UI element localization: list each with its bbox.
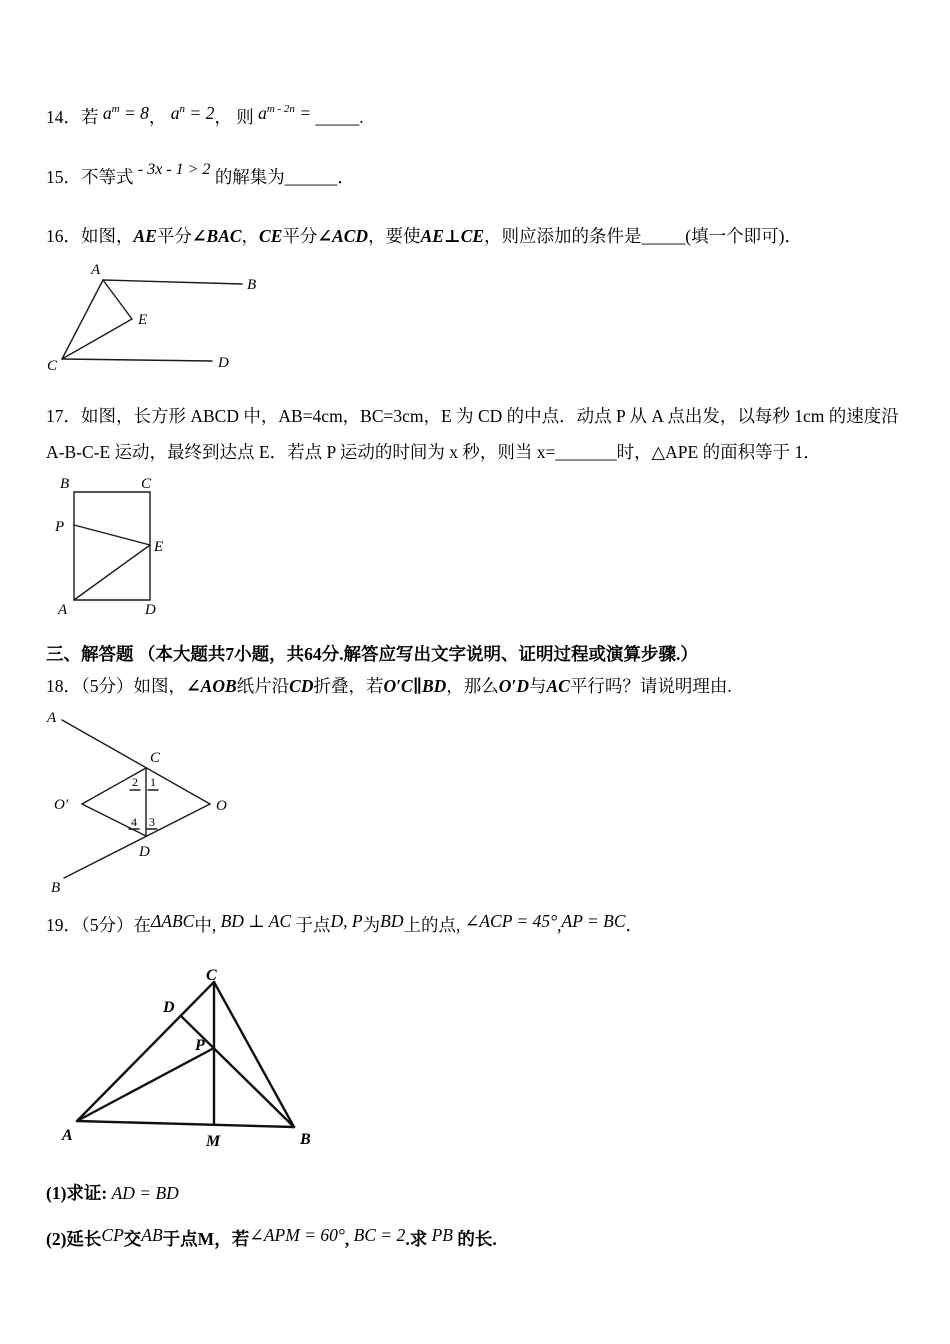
q14-sep2: ， 则 xyxy=(214,107,254,127)
question-16 xyxy=(46,223,910,249)
q19-part2-term-angle-APM: ∠APM = 60° xyxy=(249,1225,345,1245)
q14-f1-rhs: = 8 xyxy=(119,103,149,123)
fig18-angle-3: 3 xyxy=(149,814,155,829)
q14-f1-exponent: m xyxy=(111,103,120,116)
q18-text-6: 平行吗？请说明理由. xyxy=(569,676,732,697)
q16-text-4: 平分 xyxy=(282,226,318,247)
fig16-label-E: E xyxy=(138,311,148,328)
q19-part2-text-3: 于点M，若 xyxy=(162,1229,250,1249)
q18-text-1: （5分）如图， xyxy=(81,676,186,697)
fig19-label-B: B xyxy=(300,1130,311,1148)
fig16-label-A: A xyxy=(91,261,101,278)
q16-text-6: ，则应添加的条件是_____(填一个即可)． xyxy=(484,226,802,247)
fig17-line-PE xyxy=(74,525,150,545)
q16-text-5: ，要使 xyxy=(368,226,421,247)
q19-part-2 xyxy=(46,1226,910,1252)
q19-text-6: , xyxy=(557,914,562,935)
q19-part2-term-PB: PB xyxy=(431,1225,453,1245)
q15-inequality-formula: - 3x - 1 > 2 xyxy=(137,161,211,179)
question-14 xyxy=(46,104,910,130)
fig18-label-B: B xyxy=(51,879,61,896)
figure-q19-triangle xyxy=(60,968,330,1152)
q14-formula-2 xyxy=(171,103,215,123)
fig19-line-BC xyxy=(214,982,294,1127)
q14-f2-rhs: = 2 xyxy=(185,103,215,123)
q18-number: 18． xyxy=(46,676,81,697)
q14-answer-blank: _____. xyxy=(311,107,364,127)
fig17-label-C: C xyxy=(141,476,152,492)
q19-text-2: 中, xyxy=(194,914,217,935)
q19-text-3: 于点 xyxy=(295,914,331,935)
q16-term-CE: CE xyxy=(259,226,283,247)
figure-q18-folded-angle xyxy=(46,708,286,896)
q19-number: 19． xyxy=(46,914,81,935)
q14-pre-text: 若 xyxy=(81,107,99,127)
fig18-angle-4: 4 xyxy=(131,814,137,829)
q17-text: 如图，长方形 ABCD 中，AB=4cm，BC=3cm，E 为 CD 的中点．动点 P 从 A 点出发，以每秒 1cm 的速度沿 A-B-C-E 运动，最终到达点 E．若点 P 运动的时间为 x 秒，则当 x=_______时，△APE 的面积等于 1． xyxy=(46,405,899,463)
fig19-label-C: C xyxy=(206,967,217,984)
q14-number: 14． xyxy=(46,107,81,127)
q19-term-BD-perp-AC: BD ⊥ AC xyxy=(220,910,292,931)
figure-q16-angle-bisectors xyxy=(46,258,286,376)
q15-number: 15． xyxy=(46,167,81,188)
q17-number: 17． xyxy=(46,405,81,426)
fig16-line-CD xyxy=(62,359,212,361)
fig19-label-D: D xyxy=(163,998,175,1016)
q19-text-5: 上的点, xyxy=(403,914,461,935)
fig19-line-AB xyxy=(77,1121,294,1127)
q14-f2-var: a xyxy=(170,103,180,123)
fig18-label-C: C xyxy=(150,749,161,766)
q16-text-2: 平分 xyxy=(156,226,192,247)
q18-term-OC-parallel-BD: O′C∥BD xyxy=(383,676,447,697)
fig16-label-D: D xyxy=(218,354,229,371)
q14-f1-var: a xyxy=(102,103,112,123)
q18-text-4: ，那么 xyxy=(446,676,499,697)
fig19-label-A: A xyxy=(62,1126,73,1144)
fig18-label-D: D xyxy=(139,843,150,860)
q19-text-1: （5分）在 xyxy=(81,914,151,935)
q19-part2-text-4: , xyxy=(344,1229,354,1249)
q19-part2-text-5: .求 xyxy=(405,1229,432,1249)
fig18-angle-1: 1 xyxy=(150,774,156,789)
q18-term-CD: CD xyxy=(289,676,314,697)
q19-term-angle-ACP: ∠ACP = 45° xyxy=(464,910,558,931)
q19-part2-text-2: 交 xyxy=(123,1229,142,1249)
q16-term-AE: AE xyxy=(133,226,157,247)
fig17-label-E: E xyxy=(154,539,164,555)
q19-term-AP-eq-BC: AP = BC xyxy=(561,910,626,931)
question-17 xyxy=(46,398,910,472)
q16-angle-ACD: ∠ACD xyxy=(317,226,369,247)
fig18-label-Oprime: O′ xyxy=(54,796,69,813)
q18-angle-AOB: ∠AOB xyxy=(186,676,237,697)
q18-text-2: 纸片沿 xyxy=(236,676,290,697)
q19-term-D-P: D, P xyxy=(330,910,363,931)
q14-formula-3 xyxy=(258,103,311,123)
fig18-line-BO xyxy=(64,804,210,878)
q14-f3-exponent: m - 2n xyxy=(266,103,295,116)
q19-part2-text-1: (2)延长 xyxy=(46,1229,102,1249)
q19-text-4: 为 xyxy=(362,914,381,935)
fig17-label-A: A xyxy=(58,602,68,617)
question-19 xyxy=(46,912,910,938)
q18-term-OD: O′D xyxy=(498,676,529,697)
q19-part2-term-CP: CP xyxy=(101,1225,124,1245)
fig16-line-AE xyxy=(103,280,132,319)
fig16-label-B: B xyxy=(247,276,257,293)
q15-post-text: 的解集为______． xyxy=(214,167,355,188)
q19-term-BD: BD xyxy=(380,910,404,931)
fig16-line-AB xyxy=(103,280,242,284)
q14-f3-rhs: = xyxy=(294,103,312,123)
q14-sep1: ， xyxy=(148,107,167,127)
fig18-label-A: A xyxy=(47,709,57,726)
fig19-label-P: P xyxy=(195,1036,205,1054)
q16-term-AE-perp-CE: AE⊥CE xyxy=(420,226,485,247)
q16-number: 16． xyxy=(46,226,81,247)
question-15 xyxy=(46,161,910,191)
q18-text-3: 折叠，若 xyxy=(313,676,384,697)
fig17-line-AE xyxy=(74,545,150,600)
q16-text-3: ， xyxy=(241,226,260,247)
fig19-label-M: M xyxy=(206,1132,221,1150)
fig17-label-B: B xyxy=(60,476,70,492)
q18-term-AC: AC xyxy=(546,676,570,697)
fig17-label-D: D xyxy=(145,602,156,617)
fig18-line-AO xyxy=(62,720,210,804)
q16-angle-BAC: ∠BAC xyxy=(191,226,242,247)
section-3-header xyxy=(46,641,910,667)
fig19-line-BD xyxy=(181,1016,294,1127)
q19-part2-text-6: 的长. xyxy=(452,1229,497,1249)
fig16-label-C: C xyxy=(47,357,58,374)
question-18 xyxy=(46,673,910,699)
fig19-line-AP xyxy=(77,1048,214,1121)
q19-part1-label: (1)求证: xyxy=(46,1182,112,1203)
q19-part2-term-BC-eq-2: BC = 2 xyxy=(353,1225,406,1245)
fig18-angle-2: 2 xyxy=(132,774,138,789)
section-3-title: 三、解答题 （本大题共7小题，共64分.解答应写出文字说明、证明过程或演算步骤.） xyxy=(46,644,698,664)
fig17-label-P: P xyxy=(55,519,65,535)
q15-pre-text: 不等式 xyxy=(81,167,134,188)
fig18-label-O: O xyxy=(216,797,227,814)
q14-formula-1 xyxy=(103,103,149,123)
q16-text-1: 如图， xyxy=(81,226,134,247)
q14-f2-exponent: n xyxy=(179,103,186,116)
q19-part2-term-AB: AB xyxy=(141,1225,163,1245)
q19-part-1 xyxy=(46,1180,910,1206)
q14-f3-var: a xyxy=(258,103,267,123)
figure-q17-rectangle xyxy=(48,475,183,617)
q19-text-7: ． xyxy=(625,914,644,935)
q19-term-triangle-ABC: ΔABC xyxy=(151,910,195,931)
q18-text-5: 与 xyxy=(528,676,547,697)
q19-part1-statement: AD = BD xyxy=(111,1182,179,1203)
fig19-line-AC xyxy=(77,982,214,1121)
